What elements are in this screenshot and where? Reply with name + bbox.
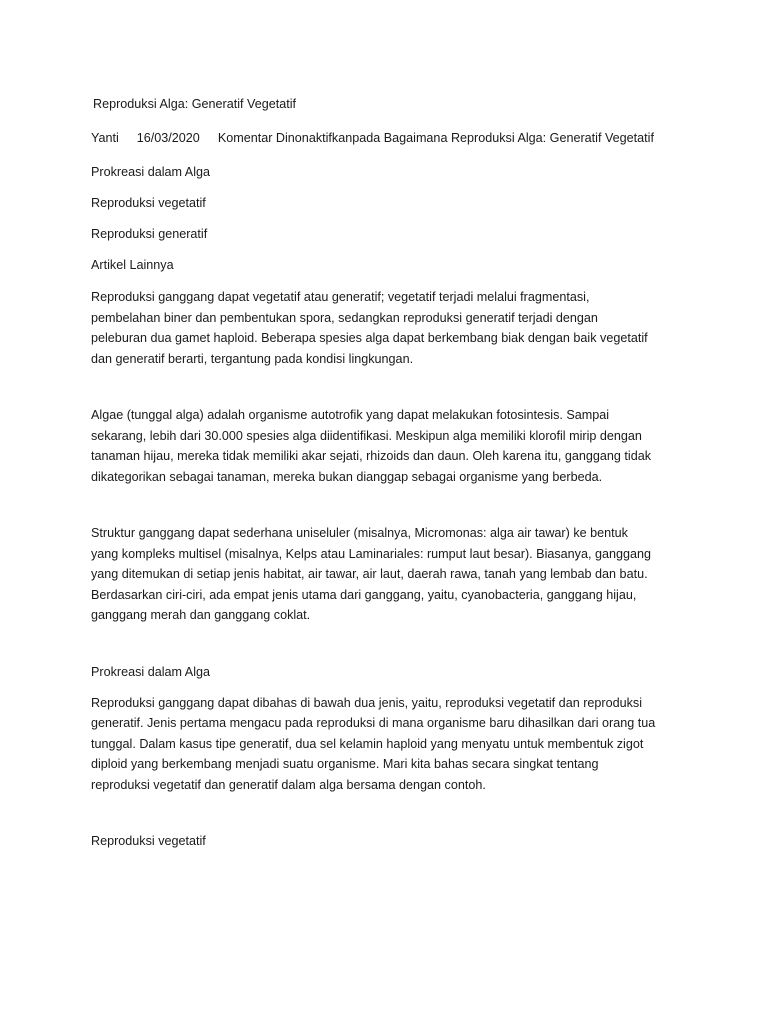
prokreasi-paragraph: Reproduksi ganggang dapat dibahas di bawah dua jenis, yaitu, reproduksi vegetatif dan reproduksi generatif. Jenis pertama mengacu pada reproduksi di mana organisme baru dihasilkan dari orang tua tunggal. Dalam kasus tipe generatif, dua sel kelamin haploid yang menyatu untuk membentuk zigot diploid yang berkembang menjadi suatu organisme. Mari kita bahas secara singkat tentang reproduksi vegetatif dan generatif dalam alga bersama dengan contoh.: [91, 695, 656, 792]
toc-item-vegetatif: Reproduksi vegetatif: [91, 196, 206, 210]
section-heading-prokreasi: Prokreasi dalam Alga: [91, 664, 211, 679]
toc-item-artikel-lainnya: Artikel Lainnya: [91, 258, 174, 272]
publish-date: 16/03/2020: [136, 131, 200, 145]
intro-paragraph: Reproduksi ganggang dapat vegetatif atau generatif; vegetatif terjadi melalui fragmentasi, pembelahan biner dan pembentukan spora, sedangkan reproduksi generatif terjadi dengan peleburan dua gamet haploid. Beberapa spesies alga dapat berkembang biak dengan baik vegetatif dan generatif berarti, tergantung pada kondisi lingkungan.: [91, 290, 648, 366]
comment-status: Komentar Dinonaktifkanpada Bagaimana Reproduksi Alga: Generatif Vegetatif: [217, 131, 654, 145]
article-meta: [91, 128, 671, 149]
document-body: [91, 94, 671, 852]
document-title: Reproduksi Alga: Generatif Vegetatif: [93, 97, 297, 111]
algae-structure-paragraph: Struktur ganggang dapat sederhana uniseluler (misalnya, Micromonas: alga air tawar) ke bentuk yang kompleks multisel (misalnya, Kelps atau Laminariales: rumput laut besar). Biasanya, ganggang yang ditemukan di setiap jenis habitat, air tawar, air laut, daerah rawa, tanah yang lembab dan batu. Berdasarkan ciri-ciri, ada empat jenis utama dari ganggang, yaitu, cyanobacteria, ganggang hijau, ganggang merah dan ganggang coklat.: [91, 526, 652, 622]
algae-definition-paragraph: Algae (tunggal alga) adalah organisme autotrofik yang dapat melakukan fotosintesis. Sampai sekarang, lebih dari 30.000 spesies alga diidentifikasi. Meskipun alga memiliki klorofil mirip dengan tanaman hijau, mereka tidak memiliki akar sejati, rhizoids dan daun. Oleh karena itu, ganggang tidak dikategorikan sebagai tanaman, mereka bukan dianggap sebagai organisme yang berbeda.: [91, 408, 652, 484]
toc-item-prokreasi: Prokreasi dalam Alga: [91, 165, 211, 179]
toc-item-generatif: Reproduksi generatif: [91, 227, 208, 241]
section-heading-vegetatif: Reproduksi vegetatif: [91, 834, 206, 848]
author-name: Yanti: [91, 131, 119, 145]
